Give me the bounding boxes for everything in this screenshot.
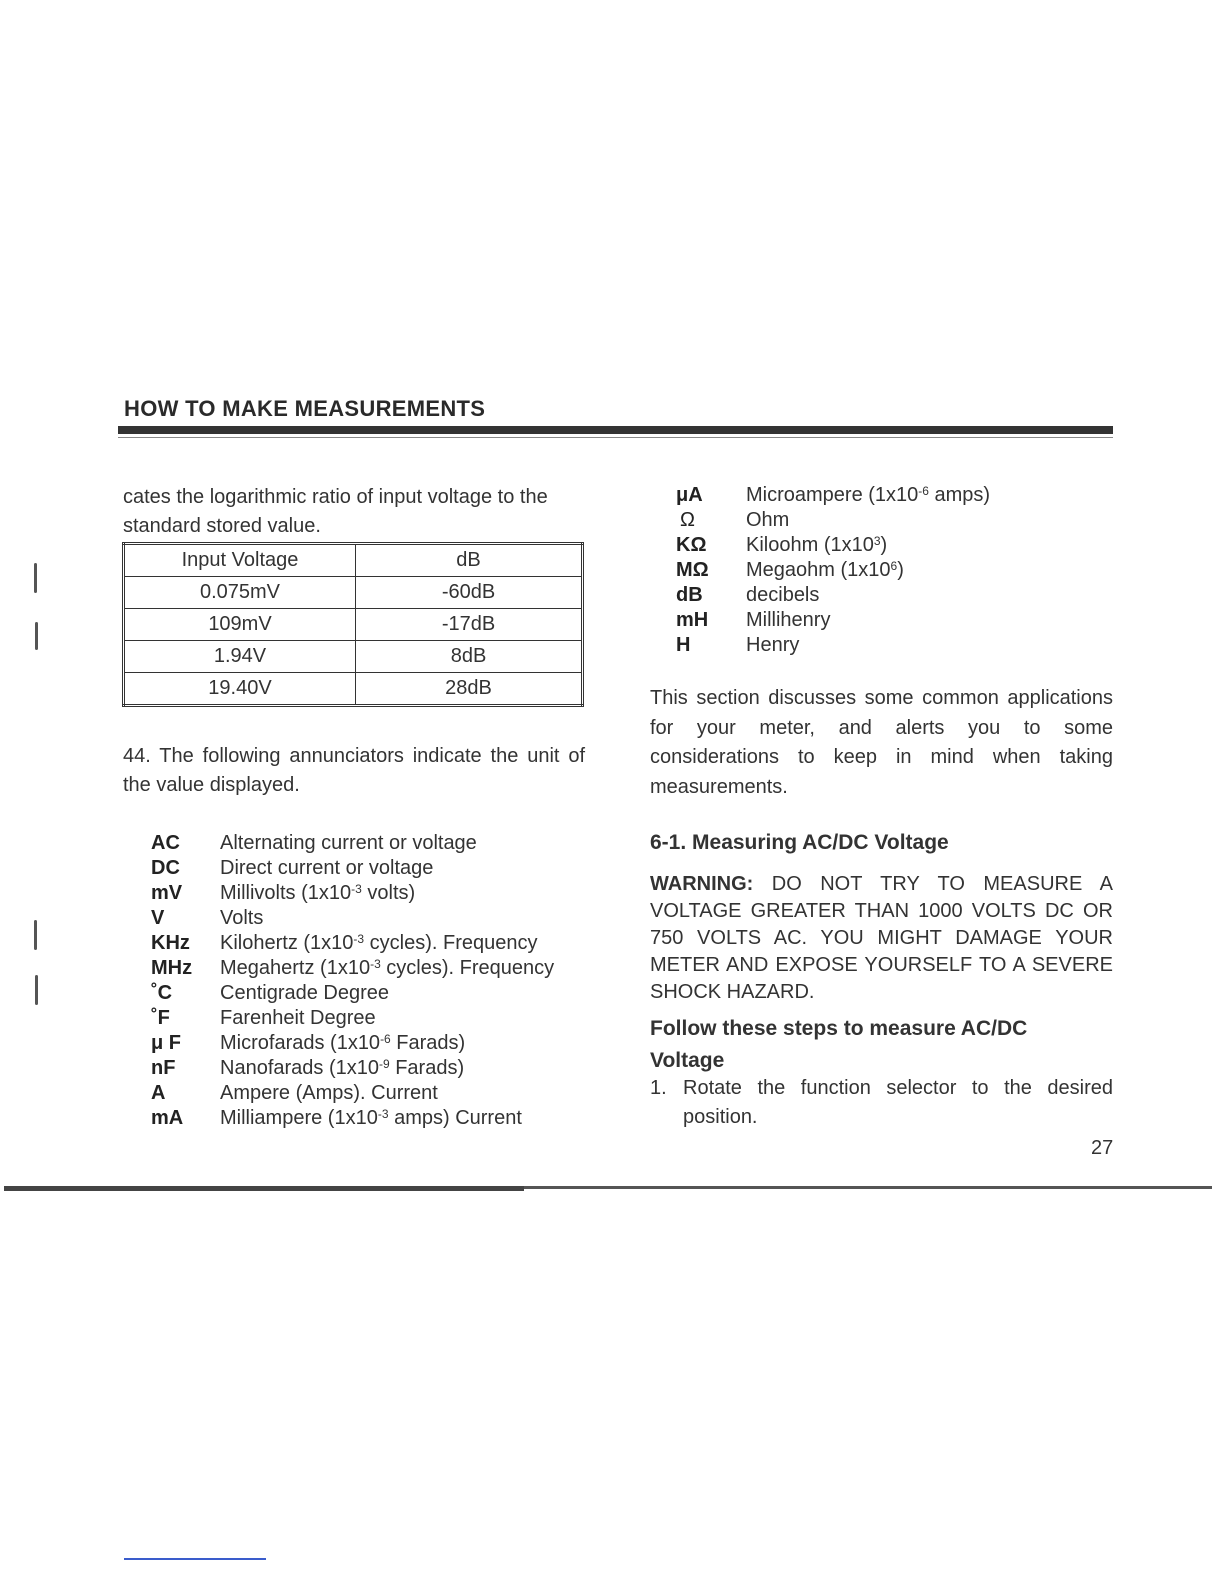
list-item <box>151 881 554 906</box>
annunciator-symbol: mA <box>151 1107 184 1129</box>
section-title: 6-1. Measuring AC/DC Voltage <box>650 831 949 854</box>
table-header-cell: dB <box>356 544 583 577</box>
unit-desc: decibels <box>746 584 820 606</box>
unit-symbol: dB <box>676 584 703 606</box>
annunciator-symbol: μ F <box>151 1032 182 1054</box>
unit-desc: Kiloohm $(1x10^3)$ <box>746 534 888 556</box>
list-item <box>151 1031 554 1056</box>
edge-mark <box>35 975 38 1005</box>
list-item <box>676 483 990 508</box>
step-1-line <box>650 1074 1113 1103</box>
table-row <box>124 673 583 706</box>
step-1 <box>650 1074 1113 1132</box>
section-intro-paragraph: This section discusses some common applications for your meter, and alerts you to some considerations to keep in mind when taking measurements. <box>650 687 1113 798</box>
unit-symbol: H <box>676 634 691 656</box>
list-item <box>151 1056 554 1081</box>
list-item <box>151 981 554 1006</box>
steps-heading <box>650 1013 1027 1077</box>
annunciator-symbol: ˚F <box>151 1007 170 1029</box>
unit-list <box>676 483 990 658</box>
annunciator-symbol: V <box>151 907 165 929</box>
steps-heading-line: Follow these steps to measure AC/DC <box>650 1017 1028 1040</box>
table-header-row <box>124 544 583 577</box>
list-item <box>676 608 990 633</box>
list-item <box>676 508 990 533</box>
annunciator-desc: Milliampere ($1x10^{-3}$ amps) Current <box>220 1107 522 1129</box>
annunciator-symbol: ˚C <box>151 982 173 1004</box>
list-item <box>676 633 990 658</box>
footer-rule-dark <box>4 1186 524 1191</box>
voltage-db-table <box>122 542 584 707</box>
step-text: position. <box>683 1106 758 1128</box>
annunciator-desc: Millivolts ($1x10^{-3}$ volts) <box>220 882 416 904</box>
annunciator-desc: Volts <box>220 907 264 929</box>
table-cell: 28dB <box>356 673 583 706</box>
warning-text: DO NOT TRY TO MEASURE A VOLTAGE GREATER THAN 1000 VOLTS DC OR 750 VOLTS AC. YOU MIGHT DAMAGE YOUR METER AND EXPOSE YOURSELF TO A SEVERE SHOCK HAZARD. <box>650 873 1113 1003</box>
table-cell: 109mV <box>124 609 356 641</box>
list-item <box>151 856 554 881</box>
edge-mark <box>34 920 37 950</box>
table-cell: -60dB <box>356 577 583 609</box>
annunciator-symbol: MHz <box>151 957 193 979</box>
annunciator-list <box>151 831 554 1131</box>
list-item <box>151 1106 554 1131</box>
unit-desc: Microampere ($1x10^{-6}$ amps) <box>746 484 991 506</box>
annunciator-desc: Megahertz ($1x10^{-3}$ cycles). Frequency <box>220 957 555 979</box>
table-cell: 0.075mV <box>124 577 356 609</box>
annunciator-desc: Kilohertz ($1x10^{-3}$ cycles). Frequency <box>220 932 538 954</box>
annunciator-symbol: A <box>151 1082 166 1104</box>
link-underline <box>124 1558 266 1560</box>
list-item <box>676 533 990 558</box>
list-item <box>151 1006 554 1031</box>
table-cell: 19.40V <box>124 673 356 706</box>
unit-symbol: KΩ <box>676 534 707 556</box>
page-number: 27 <box>1091 1137 1114 1159</box>
annunciator-symbol: DC <box>151 857 180 879</box>
annunciator-desc: Nanofarads ($1x10^{-9}$ Farads) <box>220 1057 465 1079</box>
item-44-paragraph: 44. The following annunciators indicate the unit of the value displayed. <box>123 745 585 796</box>
step-number: 1. <box>650 1077 667 1099</box>
list-item <box>151 931 554 956</box>
annunciator-symbol: mV <box>151 882 183 904</box>
unit-symbol: μA <box>676 484 703 506</box>
list-item <box>151 956 554 981</box>
edge-mark <box>35 622 38 650</box>
annunciator-symbol: nF <box>151 1057 176 1079</box>
annunciator-desc: Microfarads ($1x10^{-6}$ Farads) <box>220 1032 466 1054</box>
annunciator-desc: Centigrade Degree <box>220 982 389 1004</box>
list-item <box>151 831 554 856</box>
edge-mark <box>34 563 37 593</box>
header-rule-thin <box>118 437 1113 438</box>
annunciator-desc: Alternating current or voltage <box>220 832 477 854</box>
steps-heading-line: Voltage <box>650 1049 725 1072</box>
table-cell: 8dB <box>356 641 583 673</box>
unit-symbol: Ω <box>680 509 695 531</box>
annunciator-desc: Direct current or voltage <box>220 857 434 879</box>
list-item <box>676 583 990 608</box>
annunciator-symbol: KHz <box>151 932 190 954</box>
table-row <box>124 609 583 641</box>
unit-symbol: mH <box>676 609 709 631</box>
warning-paragraph <box>650 871 1113 1006</box>
table-cell: 1.94V <box>124 641 356 673</box>
page-header-title: HOW TO MAKE MEASUREMENTS <box>124 396 486 421</box>
table-row <box>124 641 583 673</box>
annunciator-symbol: AC <box>151 832 180 854</box>
table-cell: -17dB <box>356 609 583 641</box>
intro-paragraph: cates the logarithmic ratio of input voltage to the standard stored value. <box>123 486 548 537</box>
list-item <box>151 906 554 931</box>
list-item <box>151 1081 554 1106</box>
list-item <box>676 558 990 583</box>
step-text: Rotate the function selector to the desired <box>683 1077 1113 1099</box>
unit-desc: Millihenry <box>746 609 831 631</box>
warning-label: WARNING: <box>650 873 754 895</box>
table-row <box>124 577 583 609</box>
header-rule <box>118 426 1113 434</box>
unit-symbol: MΩ <box>676 559 709 581</box>
unit-desc: Ohm <box>746 509 790 531</box>
table-header-cell: Input Voltage <box>124 544 356 577</box>
annunciator-desc: Ampere (Amps). Current <box>220 1082 438 1104</box>
annunciator-desc: Farenheit Degree <box>220 1007 376 1029</box>
unit-desc: Megaohm $(1x10^6)$ <box>746 559 904 581</box>
unit-desc: Henry <box>746 634 800 656</box>
